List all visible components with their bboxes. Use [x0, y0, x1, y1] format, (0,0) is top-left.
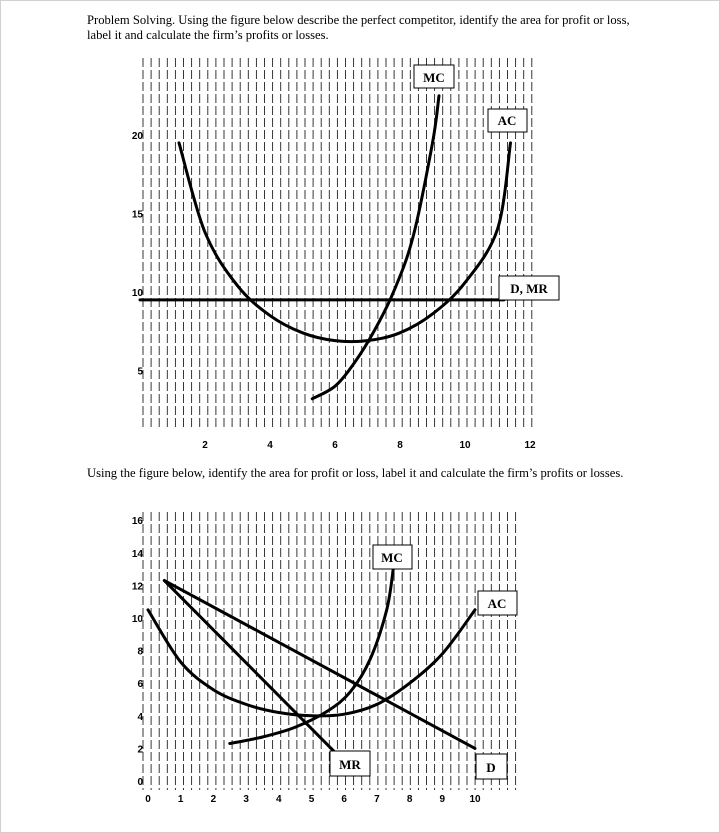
chart-2-mc-curve [230, 569, 394, 743]
chart-2-x-tick-label: 5 [308, 794, 315, 805]
chart-1-y-tick-label: 15 [131, 209, 143, 221]
chart-1-y-tick-label: 20 [131, 131, 143, 142]
chart-2-y-tick-label: 0 [137, 777, 143, 788]
mc-label-2: MC [381, 550, 403, 565]
d-mr-label: D, MR [510, 281, 548, 296]
chart-1-x-tick-label: 2 [202, 440, 208, 451]
mr-label-2: MR [339, 757, 361, 772]
chart-2-y-tick-label: 12 [131, 581, 143, 593]
chart-2-x-tick-label: 1 [177, 794, 184, 805]
problem-2-text: Using the figure below, identify the area for profit or loss, label it and calculate the firm’s profits or losses. [87, 466, 624, 480]
d-label-2: D [486, 760, 496, 775]
chart-2-x-tick-label: 7 [374, 794, 380, 805]
chart-2-y-tick-label: 4 [137, 711, 143, 723]
mc-label: MC [423, 70, 445, 85]
chart-2-y-tick-label: 6 [137, 679, 143, 691]
chart-2-x-tick-label: 3 [243, 794, 249, 805]
chart-2-y-tick-label: 14 [131, 548, 143, 560]
chart-1-y-tick-label: 10 [131, 288, 143, 299]
chart-2-x-tick-label: 0 [145, 794, 151, 805]
chart-2-x-tick-label: 8 [406, 794, 413, 805]
chart-2-mr-curve [164, 581, 334, 752]
chart-1-x-tick-label: 4 [267, 440, 273, 451]
chart-2-tick-labels [132, 516, 481, 805]
chart-2-curves [148, 569, 475, 752]
chart-2-y-tick-label: 8 [137, 646, 143, 658]
chart-1-x-tick-label: 12 [524, 440, 536, 451]
ac-label-2: AC [487, 596, 507, 611]
chart-2-x-tick-label: 10 [469, 794, 481, 805]
chart-1-x-tick-label: 10 [459, 440, 471, 451]
chart-2-y-tick-label: 2 [137, 744, 143, 756]
chart-2-ac-curve [148, 610, 475, 716]
chart-2-y-tick-label: 10 [131, 614, 143, 625]
chart-2-x-tick-label: 9 [439, 794, 446, 805]
problem-1-text: Problem Solving. Using the figure below describe the perfect competitor, identify the area for profit or loss, label it and calculate the firm’s profits or losses. [87, 13, 630, 42]
chart-2-x-tick-label: 4 [276, 794, 282, 805]
chart-2-x-tick-label: 6 [341, 794, 347, 805]
chart-2-curve-labels [330, 545, 517, 779]
chart-1-y-tick-label: 5 [137, 366, 143, 378]
chart-2-d-curve [164, 581, 475, 749]
ac-label: AC [497, 113, 517, 128]
chart-1-x-tick-label: 8 [397, 440, 403, 451]
chart-2-y-tick-label: 16 [131, 516, 143, 528]
chart-2-x-tick-label: 2 [210, 794, 217, 805]
chart-1-x-tick-label: 6 [332, 440, 338, 451]
